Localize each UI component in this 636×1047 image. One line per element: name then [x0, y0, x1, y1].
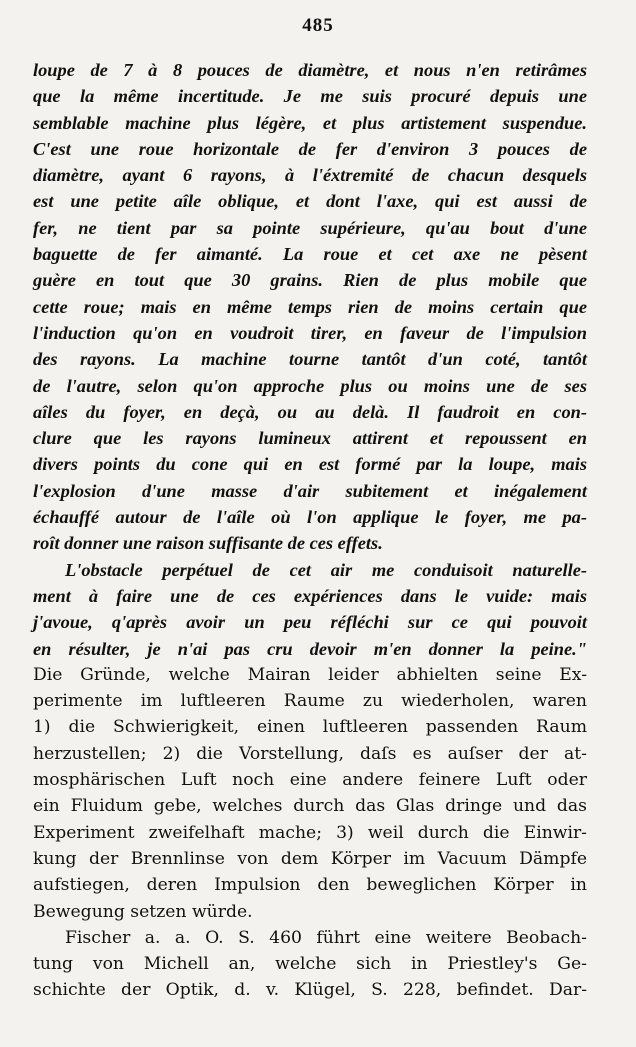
- text-line: ein Fluidum gebe, welches durch das Glas dringe und das: [33, 796, 587, 817]
- text-line: kung der Brennlinse von dem Körper im Vacuum Dämpfe: [33, 848, 587, 869]
- text-line: roît donner une raison suffisante de ces effets.: [33, 533, 383, 554]
- text-line: diamètre, ayant 6 rayons, à l'éxtremité de chacun desquels: [33, 165, 587, 186]
- text-line: échauffé autour de l'aîle où l'on applique le foyer, me pa-: [33, 507, 587, 528]
- text-line: guère en tout que 30 grains. Rien de plus mobile que: [33, 270, 587, 291]
- text-line: ment à faire une de ces expériences dans le vuide: mais: [33, 585, 587, 606]
- text-line: cette roue; mais en même temps rien de moins certain que: [33, 296, 587, 317]
- text-line: schichte der Optik, d. v. Klügel, S. 228, befindet. Dar-: [33, 980, 587, 1001]
- text-line: 1) die Schwierigkeit, einen luftleeren passenden Raum: [33, 717, 587, 738]
- text-line: herzustellen; 2) die Vorstellung, daſs es auſser der at-: [33, 743, 587, 764]
- text-line: baguette de fer aimanté. La roue et cet axe ne pèsent: [33, 244, 587, 265]
- text-line: de l'autre, selon qu'on approche plus ou moins une de ses: [33, 375, 587, 396]
- text-line: mosphärischen Luft noch eine andere feinere Luft oder: [33, 770, 587, 791]
- text-line: tung von Michell an, welche sich in Priestley's Ge-: [33, 954, 587, 975]
- text-line: clure que les rayons lumineux attirent et repoussent en: [33, 428, 587, 449]
- text-line: loupe de 7 à 8 pouces de diamètre, et nous n'en retirâmes: [33, 60, 587, 80]
- text-line: Fischer a. a. O. S. 460 führt eine weitere Beobach-: [65, 927, 587, 948]
- text-line: divers points du cone qui en est formé par la loupe, mais: [33, 454, 587, 475]
- text-line: j'avoue, q'après avoir un peu réfléchi sur ce qui pouvoit: [33, 612, 587, 633]
- text-line: en résulter, je n'ai pas cru devoir m'en donner la peine.": [33, 638, 587, 659]
- text-line: fer, ne tient par sa pointe supérieure, qu'au bout d'une: [33, 217, 587, 238]
- text-line: aîles du foyer, en deçà, ou au delà. Il faudroit en con-: [33, 401, 587, 422]
- text-line: perimente im luftleeren Raume zu wiederholen, waren: [33, 691, 587, 712]
- page-number: 485: [302, 15, 334, 36]
- text-line: aufstiegen, deren Impulsion den beweglichen Körper in: [33, 875, 587, 896]
- text-line: l'induction qu'on en voudroit tirer, en faveur de l'impulsion: [33, 322, 587, 343]
- text-line: C'est une roue horizontale de fer d'environ 3 pouces de: [33, 138, 587, 159]
- text-line: semblable machine plus légère, et plus artistement suspendue.: [33, 112, 587, 133]
- text-line: Experiment zweifelhaft mache; 3) weil durch die Einwir-: [33, 822, 587, 843]
- page-body: [33, 57, 587, 1004]
- text-line: l'explosion d'une masse d'air subitement et inégalement: [33, 480, 587, 501]
- text-line: L'obstacle perpétuel de cet air me conduisoit naturelle-: [65, 559, 587, 580]
- text-line: que la même incertitude. Je me suis procuré depuis une: [33, 86, 587, 107]
- text-line: Die Gründe, welche Mairan leider abhielten seine Ex-: [33, 664, 587, 685]
- text-line: Bewegung setzen würde.: [33, 901, 253, 922]
- text-line: est une petite aîle oblique, et dont l'axe, qui est aussi de: [33, 191, 587, 212]
- text-line: des rayons. La machine tourne tantôt d'un coté, tantôt: [33, 349, 587, 370]
